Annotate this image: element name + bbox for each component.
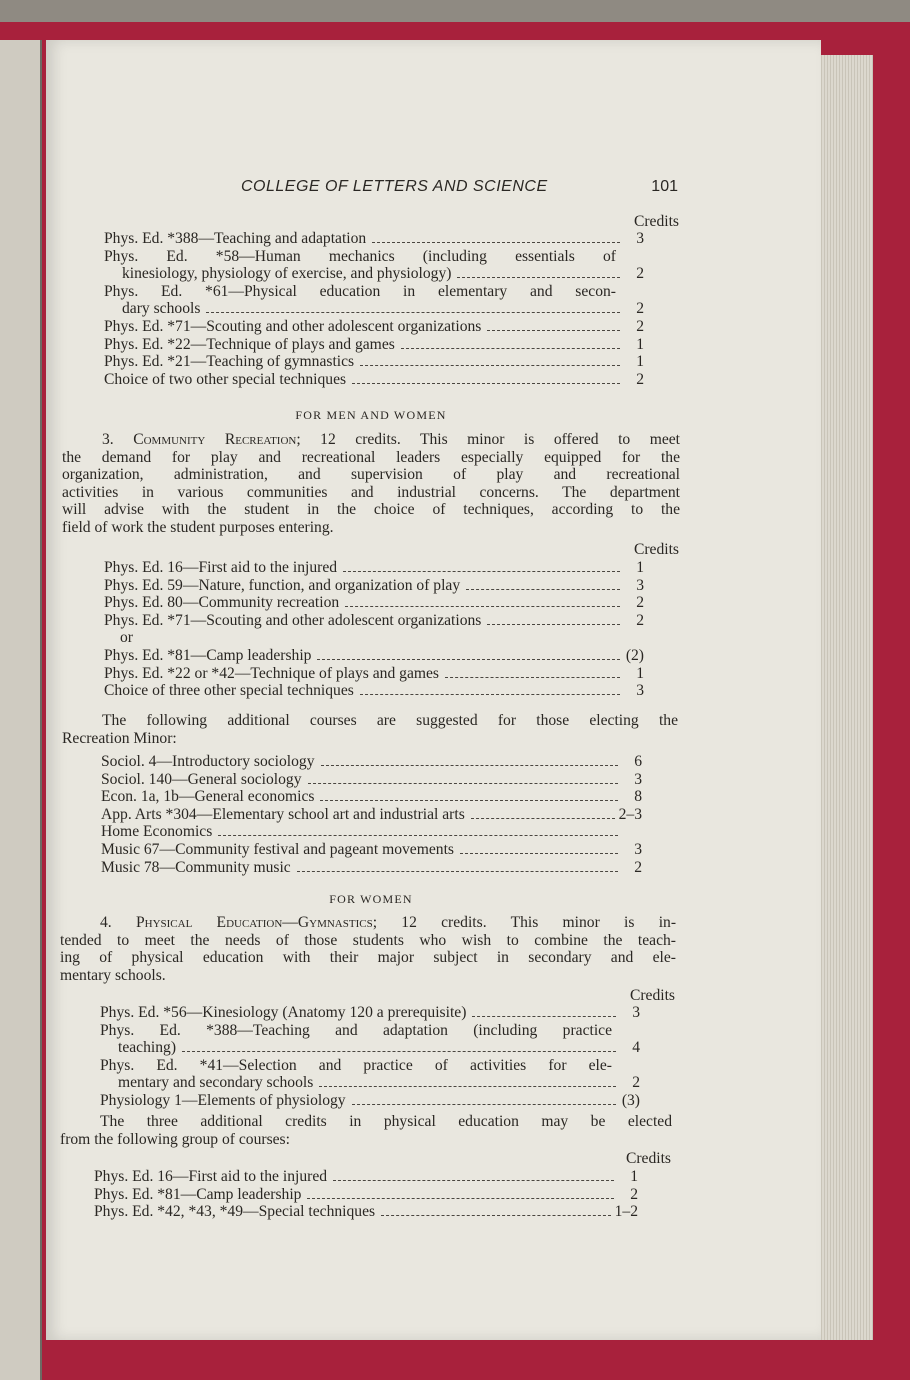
course-row: [101, 753, 642, 771]
section-heading: FOR MEN AND WOMEN: [295, 408, 447, 422]
dot-leader: [472, 1016, 616, 1017]
course-label: Choice of three other special techniques: [104, 682, 354, 700]
course-row: [101, 771, 642, 789]
book-page: [46, 40, 821, 1340]
dot-leader: [360, 694, 620, 695]
credit-value: 2: [632, 1074, 640, 1092]
facing-page-edge: [0, 40, 42, 1380]
running-head: COLLEGE OF LETTERS AND SCIENCE: [241, 178, 548, 195]
credit-value: 2: [636, 611, 644, 629]
dot-leader: [321, 765, 618, 766]
dot-leader: [360, 365, 620, 366]
course-row: [94, 1168, 638, 1186]
paragraph-line: The following additional courses are suggested for those electing the: [102, 712, 678, 729]
course-label: Phys. Ed. 80—Community recreation: [104, 594, 340, 612]
course-row: [94, 1186, 638, 1204]
credit-value: 1–2: [614, 1203, 638, 1221]
credit-value: 3: [636, 576, 644, 594]
credit-value: 3: [636, 682, 644, 700]
credit-value: 2: [636, 370, 644, 388]
dot-leader: [487, 330, 620, 331]
course-row: [104, 577, 644, 595]
dot-leader: [457, 277, 620, 278]
credit-value: 2: [636, 300, 644, 318]
credit-value: 2: [636, 265, 644, 283]
credit-value: 2: [634, 858, 642, 876]
credits-heading: Credits: [633, 541, 679, 558]
course-row: [101, 806, 642, 824]
credit-value: 6: [634, 753, 642, 770]
minor-heading: Physical Education—Gymnastics: [135, 914, 373, 931]
dot-leader: [466, 589, 620, 590]
credit-value: 8: [634, 788, 642, 806]
page-number: 101: [651, 178, 678, 195]
course-row: [101, 788, 642, 806]
course-row: [101, 841, 642, 859]
dot-leader: [345, 606, 620, 607]
course-row: [104, 682, 644, 700]
dot-leader: [320, 800, 618, 801]
dot-leader: [317, 659, 620, 660]
course-label: Phys. Ed. *21—Teaching of gymnastics: [104, 353, 355, 371]
course-label: Phys. Ed. *22 or *42—Technique of plays and games: [104, 664, 439, 682]
course-row: [104, 230, 644, 248]
course-label: dary schools: [122, 300, 201, 318]
course-row: [118, 1074, 640, 1092]
course-label: mentary and secondary schools: [118, 1074, 314, 1092]
course-row: [104, 612, 644, 630]
course-row: [122, 265, 644, 283]
credit-value: 1: [630, 1168, 638, 1185]
course-label: Phys. Ed. 16—First aid to the injured: [94, 1168, 328, 1185]
paragraph-line: activities in various communities and industrial concerns. The department: [62, 483, 680, 501]
course-label: kinesiology, physiology of exercise, and physiology): [122, 265, 452, 283]
course-row: [104, 336, 644, 354]
dot-leader: [206, 312, 620, 313]
course-row: [104, 371, 644, 389]
dot-leader: [218, 835, 618, 836]
course-label: Phys. Ed. 16—First aid to the injured: [104, 559, 338, 576]
credit-value: 1: [636, 559, 644, 576]
section-heading: FOR WOMEN: [329, 892, 413, 906]
dot-leader: [343, 571, 620, 572]
dot-leader: [372, 242, 620, 243]
course-line: Phys. Ed. *61—Physical education in elementary and secon-: [104, 282, 616, 300]
course-label: Sociol. 140—General sociology: [101, 770, 302, 788]
paragraph-line: the demand for play and recreational leaders especially equipped for the: [62, 448, 680, 466]
paragraph-first-line: 3. Community Recreation; 12 credits. This minor is offered to meet: [102, 431, 681, 448]
dot-leader: [308, 783, 618, 784]
course-label: Sociol. 4—Introductory sociology: [101, 753, 315, 770]
course-row: [118, 1039, 640, 1057]
credits-heading: Credits: [625, 1150, 671, 1167]
course-label: Phys. Ed. *81—Camp leadership: [94, 1185, 302, 1203]
credits-heading: Credits: [629, 987, 675, 1004]
course-line: Phys. Ed. *58—Human mechanics (including essentials of: [104, 247, 616, 265]
paragraph-first-line: 4. Physical Education—Gymnastics; 12 credits. This minor is in-: [100, 914, 677, 931]
paragraph-line: tended to meet the needs of those students who wish to combine the teach-: [60, 931, 676, 949]
paragraph-line: will advise with the student in the choice of techniques, according to the: [62, 501, 680, 519]
course-label: Econ. 1a, 1b—General economics: [101, 788, 315, 806]
dot-leader: [307, 1198, 614, 1199]
dot-leader: [381, 1215, 611, 1216]
or-label: or: [120, 629, 133, 647]
paragraph-line: mentary schools.: [60, 966, 166, 984]
dot-leader: [352, 1104, 616, 1105]
course-line: Phys. Ed. *41—Selection and practice of activities for ele-: [100, 1056, 612, 1074]
dot-leader: [487, 624, 620, 625]
paragraph-line: Recreation Minor:: [62, 729, 177, 747]
course-row: [104, 353, 644, 371]
course-row: [104, 647, 644, 665]
credit-value: 2: [636, 594, 644, 612]
course-label: Home Economics: [101, 823, 213, 841]
course-label: Physiology 1—Elements of physiology: [100, 1092, 346, 1109]
dot-leader: [445, 677, 620, 678]
course-row: [100, 1004, 640, 1022]
course-label: Choice of two other special techniques: [104, 370, 347, 388]
course-label: Phys. Ed. *71—Scouting and other adolescent organizations: [104, 611, 482, 629]
credit-value: 2: [630, 1185, 638, 1203]
paragraph-line: organization, administration, and supervision of play and recreational: [62, 466, 680, 484]
dot-leader: [182, 1051, 616, 1052]
credit-value: 4: [632, 1039, 640, 1057]
dot-leader: [460, 853, 618, 854]
credit-value: (2): [625, 647, 644, 664]
credit-value: 2: [636, 318, 644, 335]
course-row: [100, 1092, 640, 1110]
course-row: [101, 859, 642, 877]
course-label: Phys. Ed. *56—Kinesiology (Anatomy 120 a prerequisite): [100, 1004, 467, 1021]
course-label: Phys. Ed. 59—Nature, function, and organization of play: [104, 576, 461, 594]
dot-leader: [471, 818, 615, 819]
course-label: Music 67—Community festival and pageant movements: [101, 841, 454, 858]
credit-value: 1: [636, 353, 644, 371]
course-line: Phys. Ed. *388—Teaching and adaptation (including practice: [100, 1021, 612, 1039]
credit-value: 3: [636, 230, 644, 247]
course-row: [104, 665, 644, 683]
credits-heading: Credits: [633, 213, 679, 230]
dot-leader: [401, 348, 620, 349]
credit-value: 2–3: [618, 805, 642, 823]
course-label: Phys. Ed. *22—Technique of plays and games: [104, 335, 395, 353]
dot-leader: [297, 871, 618, 872]
course-label: Phys. Ed. *71—Scouting and other adolescent organizations: [104, 318, 482, 335]
course-row: [122, 300, 644, 318]
credit-value: 3: [634, 770, 642, 788]
credit-value: 3: [634, 841, 642, 858]
course-row: [104, 559, 644, 577]
dot-leader: [319, 1086, 616, 1087]
credit-value: 1: [636, 335, 644, 353]
paragraph-line: ing of physical education with their major subject in secondary and ele-: [60, 949, 676, 967]
course-label: Phys. Ed. *388—Teaching and adaptation: [104, 230, 367, 247]
paragraph-line: field of work the student purposes entering.: [62, 519, 334, 536]
paragraph-line: from the following group of courses:: [60, 1130, 290, 1148]
course-row: [101, 823, 642, 841]
course-label: App. Arts *304—Elementary school art and industrial arts: [101, 805, 465, 823]
course-label: Phys. Ed. *42, *43, *49—Special techniques: [94, 1203, 376, 1221]
paragraph-line: The three additional credits in physical education may be elected: [100, 1113, 672, 1130]
credit-value: (3): [621, 1092, 640, 1109]
course-row: [104, 318, 644, 336]
minor-heading: Community Recreation: [133, 431, 297, 448]
course-label: Phys. Ed. *81—Camp leadership: [104, 647, 312, 664]
course-row: [104, 594, 644, 612]
credit-value: 3: [632, 1004, 640, 1021]
dot-leader: [352, 383, 620, 384]
dot-leader: [333, 1180, 614, 1181]
credit-value: 1: [636, 664, 644, 682]
course-row: [94, 1203, 638, 1221]
page-content: [46, 40, 821, 1340]
course-label: Music 78—Community music: [101, 858, 291, 876]
course-label: teaching): [118, 1039, 177, 1057]
